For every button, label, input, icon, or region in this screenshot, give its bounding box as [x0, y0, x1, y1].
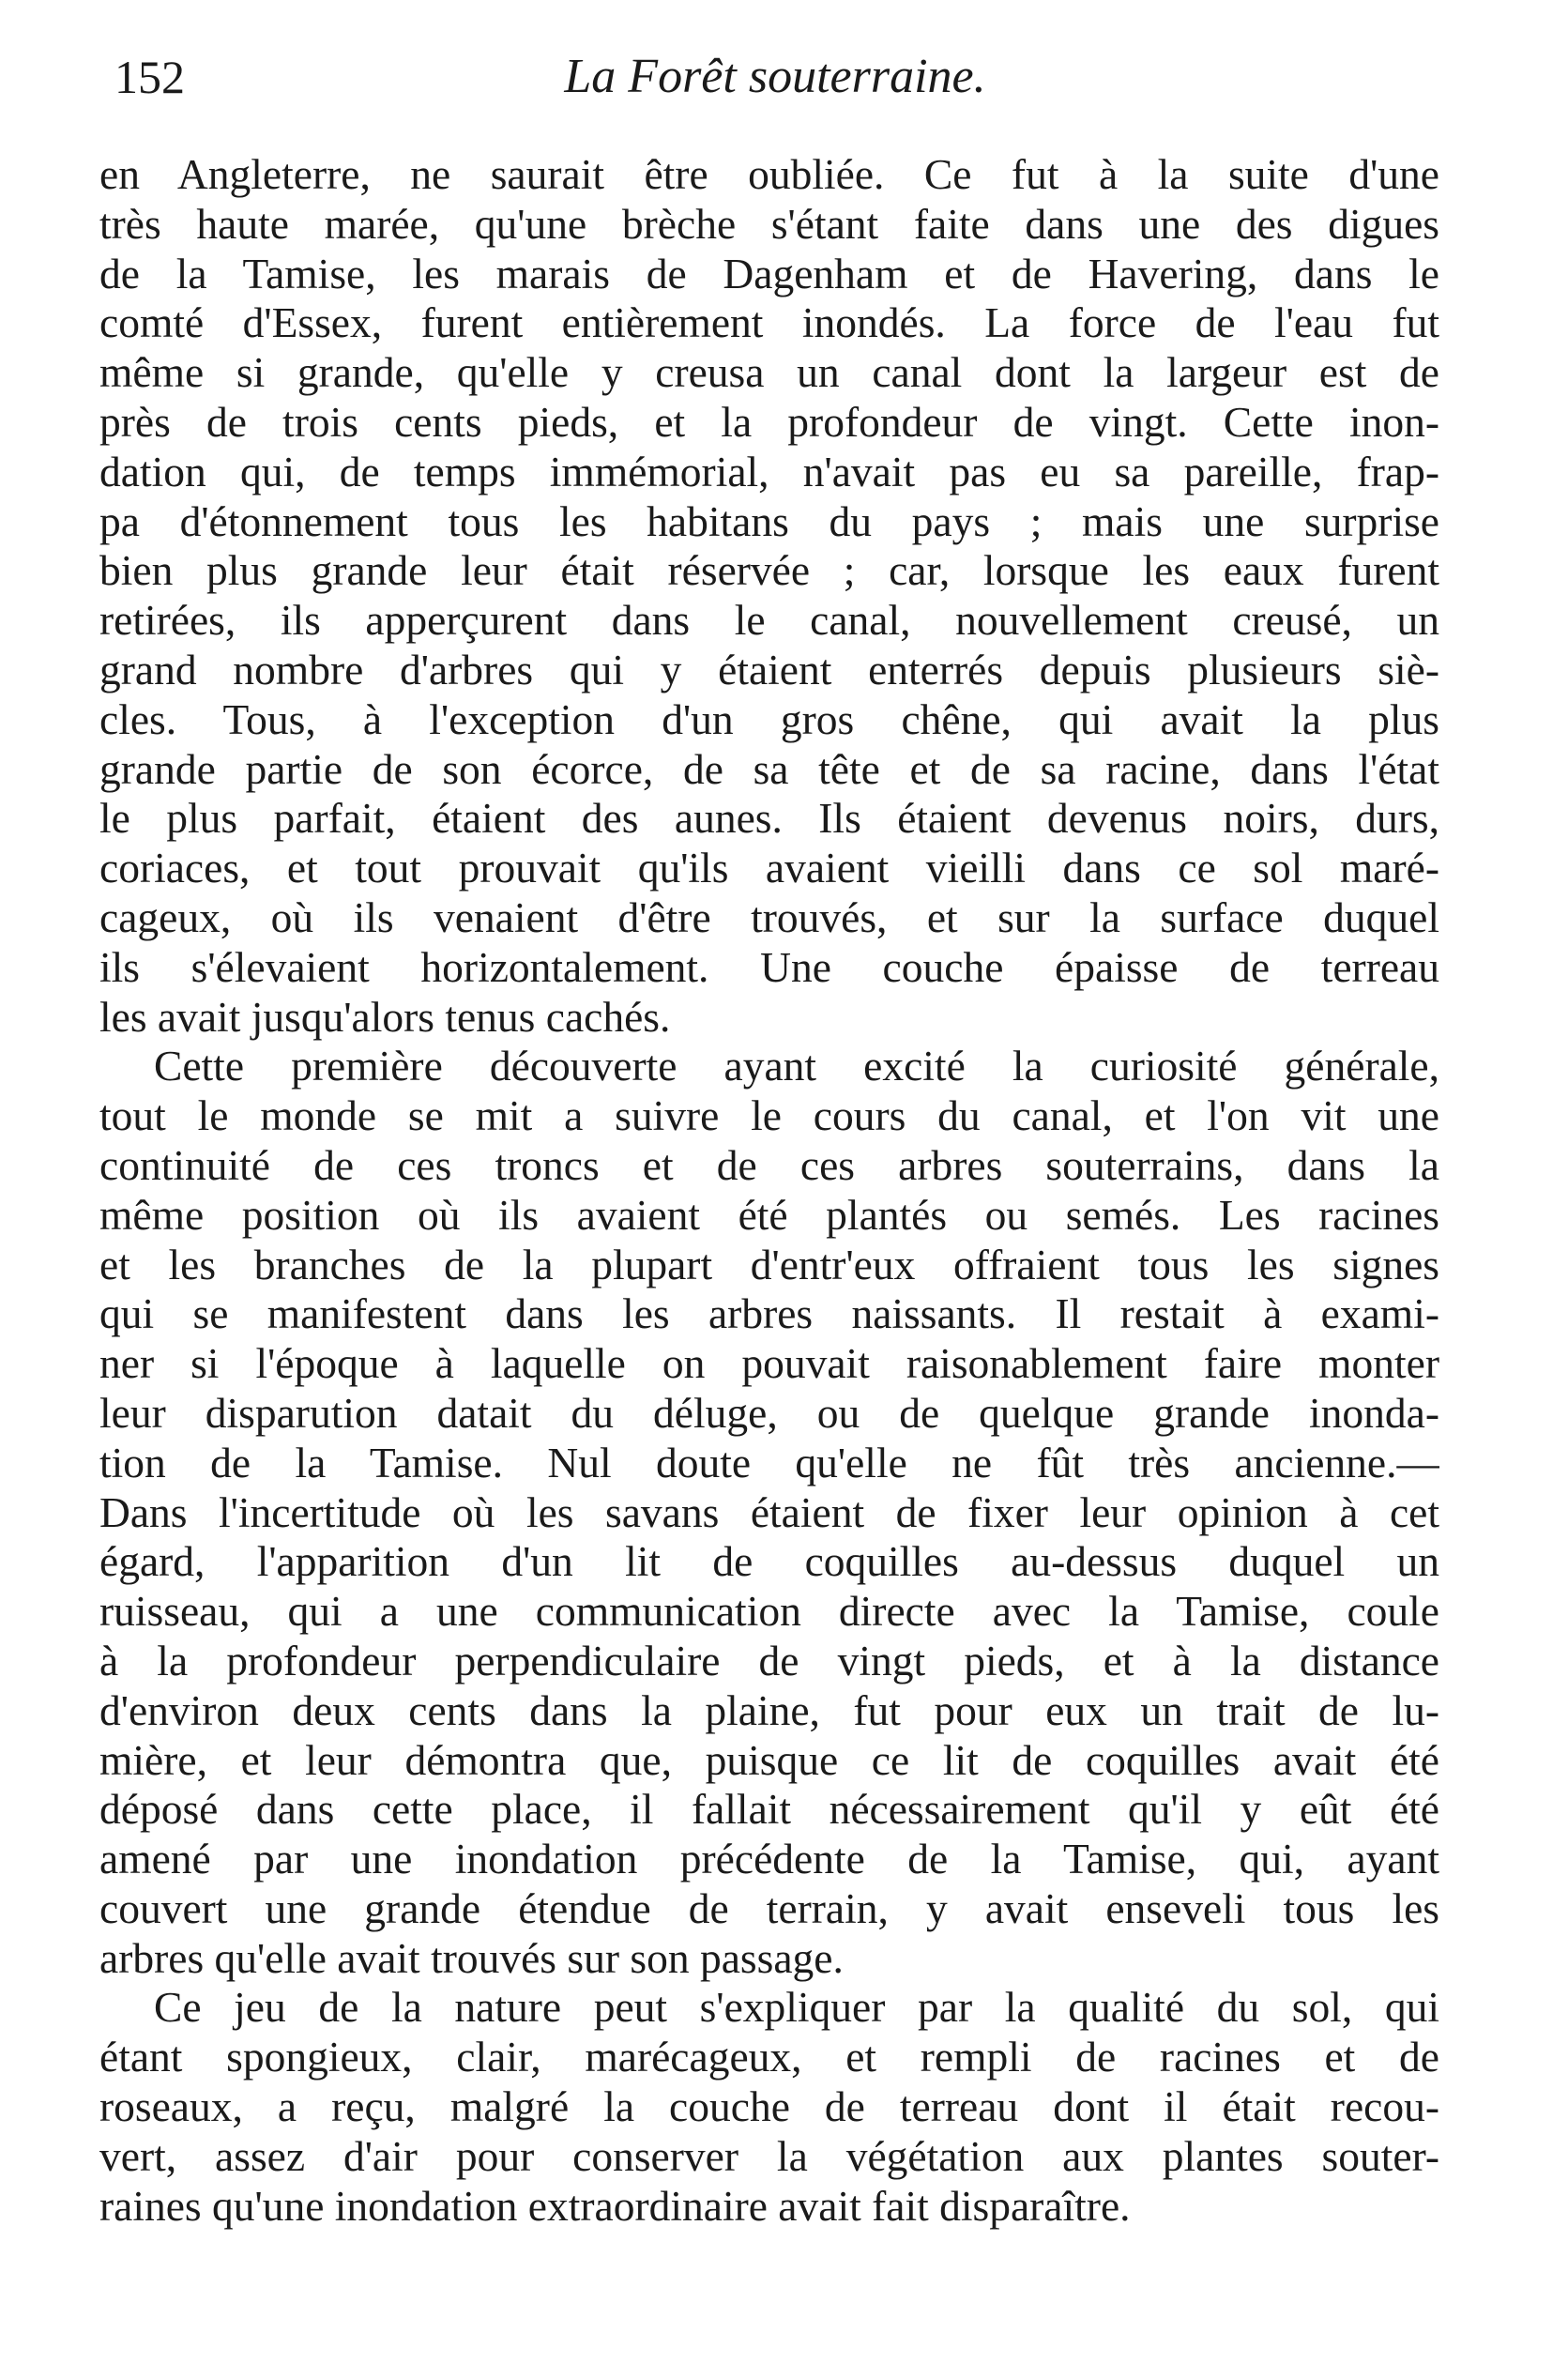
text-line: ner si l'époque à laquelle on pouvait raisonablement faire monter — [99, 1339, 1439, 1388]
text-line: le plus parfait, étaient des aunes. Ils étaient devenus noirs, durs, — [99, 794, 1439, 843]
text-line: vert, assez d'air pour conserver la végétation aux plantes souter- — [99, 2131, 1439, 2180]
paragraph-end-line: raines qu'une inondation extraordinaire avait fait disparaître. — [99, 2181, 1131, 2230]
text-line: pa d'étonnement tous les habitans du pays ; mais une surprise — [99, 496, 1439, 545]
text-line: leur disparution datait du déluge, ou de quelque grande inonda- — [99, 1388, 1439, 1437]
paragraph-first-line: Ce jeu de la nature peut s'expliquer par la qualité du sol, qui — [154, 1983, 1439, 2032]
text-line: roseaux, a reçu, malgré la couche de terreau dont il était recou- — [99, 2082, 1439, 2131]
text-line: comté d'Essex, furent entièrement inondés. La force de l'eau fut — [99, 298, 1439, 347]
text-line: ils s'élevaient horizontalement. Une couche épaisse de terreau — [99, 942, 1439, 991]
text-line: et les branches de la plupart d'entr'eux offraient tous les signes — [99, 1240, 1439, 1288]
text-line: qui se manifestent dans les arbres naissants. Il restait à exami- — [99, 1289, 1439, 1338]
text-line: Dans l'incertitude où les savans étaient de fixer leur opinion à cet — [99, 1487, 1439, 1536]
text-line: dation qui, de temps immémorial, n'avait pas eu sa pareille, frap- — [99, 447, 1439, 495]
text-line: tout le monde se mit a suivre le cours du canal, et l'on vit une — [99, 1091, 1439, 1140]
text-line: cles. Tous, à l'exception d'un gros chêne, qui avait la plus — [99, 694, 1439, 743]
page-number: 152 — [114, 51, 185, 103]
text-line: mière, et leur démontra que, puisque ce lit de coquilles avait été — [99, 1735, 1439, 1784]
text-line: déposé dans cette place, il fallait nécessairement qu'il y eût été — [99, 1785, 1439, 1834]
text-line: en Angleterre, ne saurait être oubliée. Ce fut à la suite d'une — [99, 150, 1439, 198]
text-line: près de trois cents pieds, et la profondeur de vingt. Cette inon- — [99, 397, 1439, 446]
text-line: couvert une grande étendue de terrain, y avait enseveli tous les — [99, 1883, 1439, 1932]
text-line: coriaces, et tout prouvait qu'ils avaient vieilli dans ce sol maré- — [99, 844, 1439, 892]
text-line: retirées, ils apperçurent dans le canal, nouvellement creusé, un — [99, 596, 1439, 645]
text-line: grand nombre d'arbres qui y étaient enterrés depuis plusieurs siè- — [99, 645, 1439, 694]
text-line: à la profondeur perpendiculaire de vingt pieds, et à la distance — [99, 1636, 1439, 1684]
text-line: amené par une inondation précédente de la Tamise, qui, ayant — [99, 1835, 1439, 1883]
text-line: tion de la Tamise. Nul doute qu'elle ne fût très ancienne.— — [99, 1438, 1439, 1486]
text-line: ruisseau, qui a une communication directe avec la Tamise, coule — [99, 1587, 1439, 1636]
text-line: même position où ils avaient été plantés ou semés. Les racines — [99, 1190, 1439, 1239]
text-line: bien plus grande leur était réservée ; car, lorsque les eaux furent — [99, 546, 1439, 595]
text-line: d'environ deux cents dans la plaine, fut pour eux un trait de lu- — [99, 1685, 1439, 1734]
running-title: La Forêt souterraine. — [564, 50, 986, 103]
text-line: étant spongieux, clair, marécageux, et rempli de racines et de — [99, 2033, 1439, 2081]
text-line: égard, l'apparition d'un lit de coquilles au-dessus duquel un — [99, 1537, 1439, 1586]
paragraph-end-line: arbres qu'elle avait trouvés sur son passage. — [99, 1933, 844, 1982]
text-line: grande partie de son écorce, de sa tête et de sa racine, dans l'état — [99, 744, 1439, 793]
paragraph-end-line: les avait jusqu'alors tenus cachés. — [99, 992, 671, 1041]
text-line: très haute marée, qu'une brèche s'étant faite dans une des digues — [99, 199, 1439, 248]
text-line: continuité de ces troncs et de ces arbres souterrains, dans la — [99, 1140, 1439, 1189]
text-line: de la Tamise, les marais de Dagenham et de Havering, dans le — [99, 249, 1439, 297]
paragraph-first-line: Cette première découverte ayant excité la curiosité générale, — [154, 1042, 1439, 1090]
text-line: cageux, où ils venaient d'être trouvés, et sur la surface duquel — [99, 892, 1439, 941]
body-text — [99, 150, 1439, 2231]
text-line: même si grande, qu'elle y creusa un canal dont la largeur est de — [99, 348, 1439, 397]
page-header — [114, 47, 1436, 107]
